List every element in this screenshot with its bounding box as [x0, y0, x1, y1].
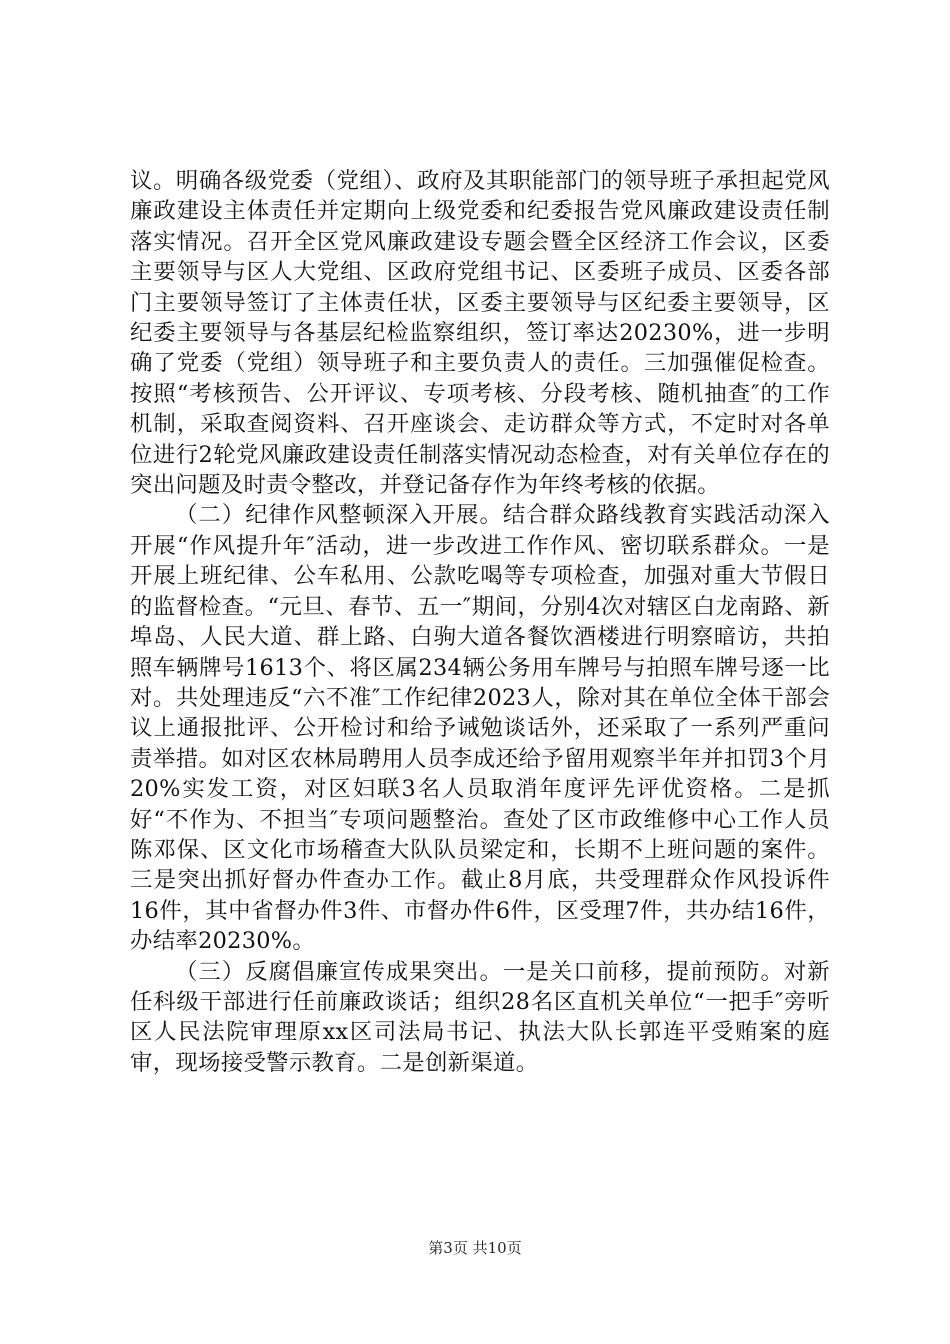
paragraph-anti-corruption-publicity: （三）反腐倡廉宣传成果突出。一是关口前移，提前预防。对新任科级干部进行任前廉政谈话；组织28名区直机关单位“一把手″旁听区人民法院审理原xx区司法局书记、执法大队长郭连平受贿案的庭审，现场接受警示教育。二是创新渠道。 [130, 958, 830, 1076]
document-body [130, 166, 830, 1078]
page-number-footer: 第3页 共10页 [428, 1239, 522, 1257]
paragraph-continued-responsibility: 议。明确各级党委（党组）、政府及其职能部门的领导班子承担起党风廉政建设主体责任并定期向上级党委和纪委报告党风廉政建设责任制落实情况。召开全区党风廉政建设专题会暨全区经济工作会议，区委主要领导与区人大党组、区政府党组书记、区委班子成员、区委各部门主要领导签订了主体责任状，区委主要领导与区纪委主要领导，区纪委主要领导与各基层纪检监察组织，签订率达20230%，进一步明确了党委（党组）领导班子和主要负责人的责任。三加强催促检查。按照“考核预告、公开评议、专项考核、分段考核、随机抽查″的工作机制，采取查阅资料、召开座谈会、走访群众等方式，不定时对各单位进行2轮党风廉政建设责任制落实情况动态检查，对有关单位存在的突出问题及时责令整改，并登记备存作为年终考核的依据。 [130, 168, 830, 499]
paragraph-discipline-rectification: （二）纪律作风整顿深入开展。结合群众路线教育实践活动深入开展“作风提升年″活动，进一步改进工作作风、密切联系群众。一是开展上班纪律、公车私用、公款吃喝等专项检查，加强对重大节假日的监督检查。“元旦、春节、五一″期间，分别4次对辖区白龙南路、新埠岛、人民大道、群上路、白驹大道各餐饮酒楼进行明察暗访，共拍照车辆牌号1613个、将区属234辆公务用车牌号与拍照车牌号逐一比对。共处理违反“六不准″工作纪律2023人，除对其在单位全体干部会议上通报批评、公开检讨和给予诫勉谈话外，还采取了一系列严重问责举措。如对区农林局聘用人员李成还给予留用观察半年并扣罚3个月20%实发工资，对区妇联3名人员取消年度评先评优资格。二是抓好“不作为、不担当″专项问题整治。查处了区市政维修中心工作人员陈邓保、区文化市场稽查大队队员梁定和，长期不上班问题的案件。三是突出抓好督办件查办工作。截止8月底，共受理群众作风投诉件16件，其中省督办件3件、市督办件6件，区受理7件，共办结16件，办结率20230%。 [130, 502, 830, 955]
